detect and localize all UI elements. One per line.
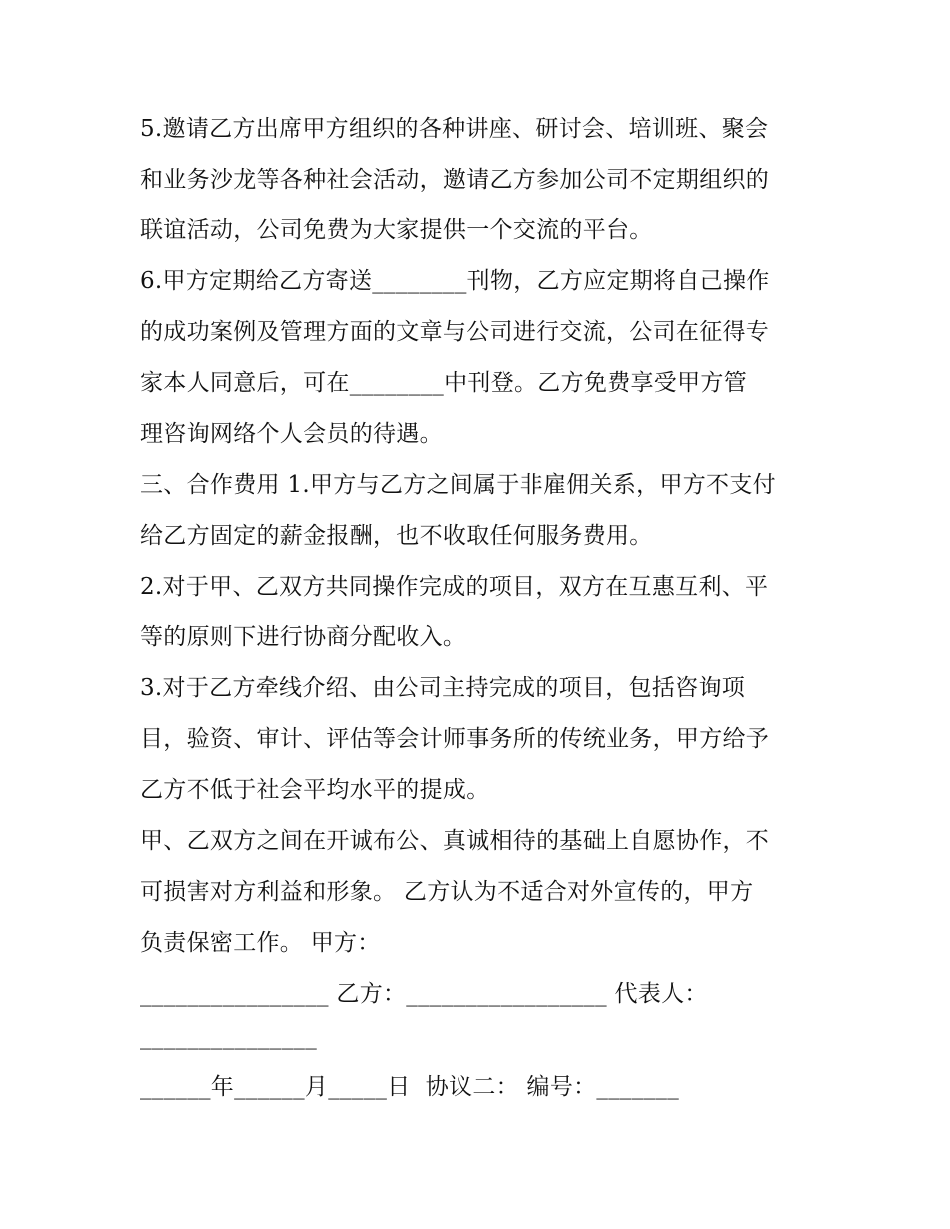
text-line: 家本人同意后，可在________中刊登。乙方免费享受甲方管 [140, 370, 747, 396]
text-line: 联谊活动，公司免费为大家提供一个交流的平台。 [140, 217, 653, 243]
text-line: 三、合作费用 1.甲方与乙方之间属于非雇佣关系，甲方不支付 [140, 472, 776, 498]
text-line: 5.邀请乙方出席甲方组织的各种讲座、研讨会、培训班、聚会 [140, 116, 769, 142]
text-line: 甲、乙双方之间在开诚布公、真诚相待的基础上自愿协作，不 [140, 828, 770, 854]
text-line: 乙方不低于社会平均水平的提成。 [140, 777, 490, 803]
date-line: ______年______月_____日 协议二： 编号：_______ [140, 1074, 680, 1100]
signature-line: ________________ 乙方：_________________ 代表人： [140, 981, 708, 1007]
signature-line: _______________ [140, 1024, 317, 1050]
text-line: 和业务沙龙等各种社会活动，邀请乙方参加公司不定期组织的 [140, 167, 770, 193]
text-line: 3.对于乙方牵线介绍、由公司主持完成的项目，包括咨询项 [140, 675, 746, 701]
text-line: 6.甲方定期给乙方寄送________刊物，乙方应定期将自己操作 [140, 268, 770, 294]
text-line: 等的原则下进行协商分配收入。 [140, 624, 467, 650]
text-line: 的成功案例及管理方面的文章与公司进行交流，公司在征得专 [140, 319, 770, 345]
text-line: 目，验资、审计、评估等会计师事务所的传统业务，甲方给予 [140, 726, 770, 752]
text-line: 理咨询网络个人会员的待遇。 [140, 421, 443, 447]
text-line: 2.对于甲、乙双方共同操作完成的项目，双方在互惠互利、平 [140, 574, 769, 600]
text-line: 负责保密工作。 甲方： [140, 930, 381, 956]
text-line: 给乙方固定的薪金报酬，也不收取任何服务费用。 [140, 523, 653, 549]
text-line: 可损害对方利益和形象。 乙方认为不适合对外宣传的，甲方 [140, 879, 754, 905]
